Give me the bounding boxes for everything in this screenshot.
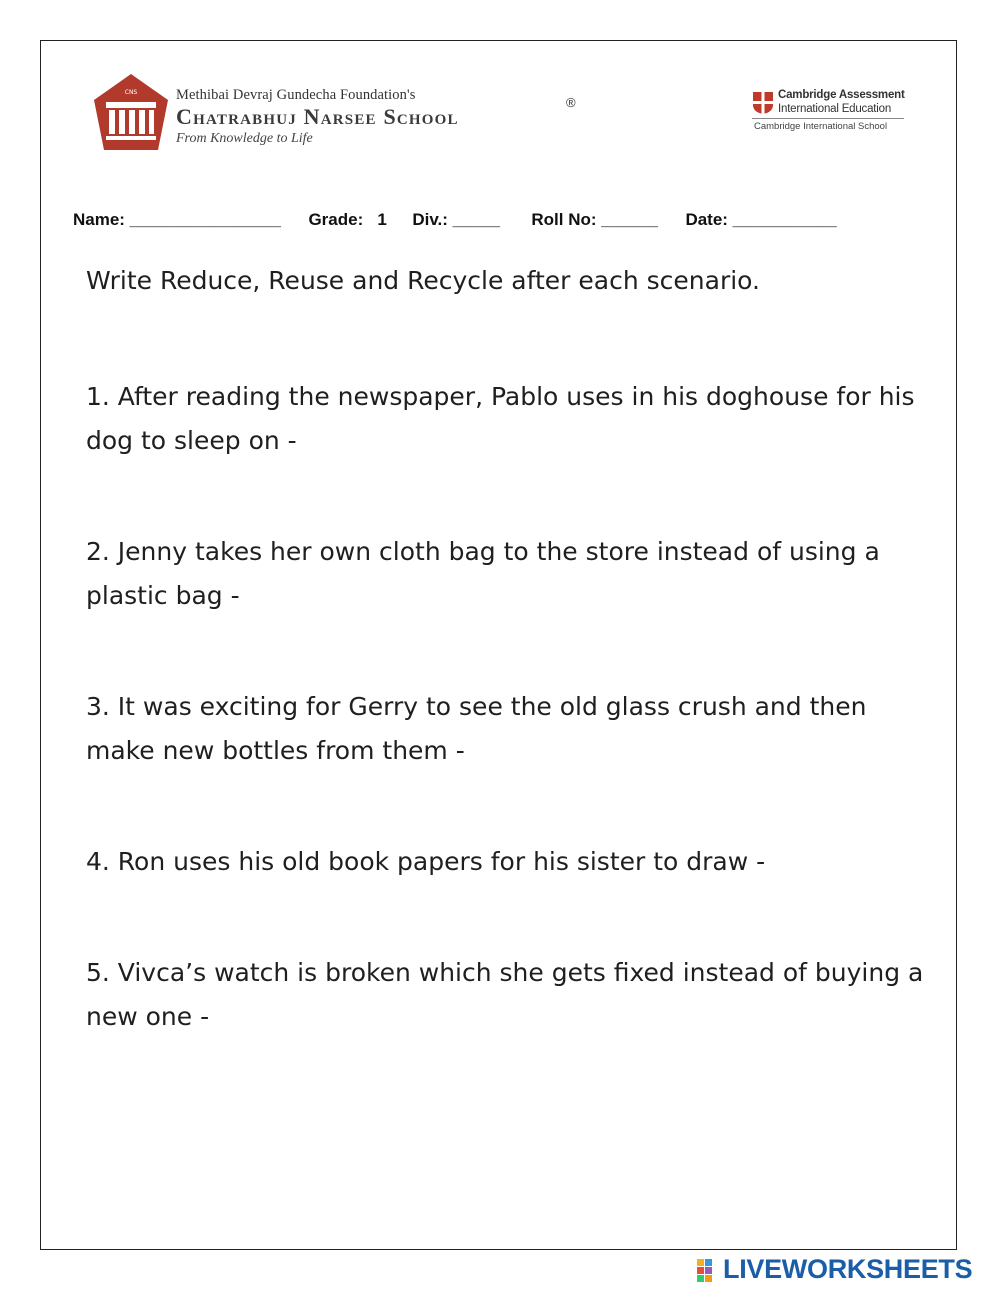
roll-number-field: Roll No: ______ — [531, 210, 658, 229]
school-tagline: From Knowledge to Life — [176, 131, 313, 146]
cambridge-divider — [752, 118, 904, 119]
instruction-text: Write Reduce, Reuse and Recycle after each scenario. — [86, 266, 760, 295]
question-3: 3. It was exciting for Gerry to see the old glass crush and then make new bottles from them - — [86, 692, 867, 765]
student-info-row — [73, 210, 837, 230]
registered-mark: ® — [566, 95, 576, 110]
question-5: 5. Vivca’s watch is broken which she gets fixed instead of buying a new one - — [86, 958, 924, 1031]
school-logo-icon — [92, 72, 170, 152]
date-field: Date: ___________ — [685, 210, 837, 229]
question-2: 2. Jenny takes her own cloth bag to the store instead of using a plastic bag - — [86, 537, 880, 610]
cambridge-line-1: Cambridge Assessment — [778, 89, 905, 101]
cambridge-crest-icon — [752, 91, 774, 115]
division-field: Div.: _____ — [412, 210, 500, 229]
school-name: Chatrabhuj Narsee School — [176, 104, 459, 129]
question-4: 4. Ron uses his old book papers for his sister to draw - — [86, 847, 766, 876]
question-1: 1. After reading the newspaper, Pablo uses in his doghouse for his dog to sleep on - — [86, 382, 915, 455]
name-field: Name: ________________ — [73, 210, 281, 229]
cambridge-line-2: International Education — [778, 103, 892, 115]
liveworksheets-logo-icon — [697, 1259, 723, 1283]
foundation-name: Methibai Devraj Gundecha Foundation's — [176, 87, 416, 103]
liveworksheets-wordmark: LIVEWORKSHEETS — [723, 1254, 973, 1284]
grade-field: Grade: 1 — [308, 210, 387, 229]
logo-caption: CNS — [124, 89, 138, 96]
cambridge-line-3: Cambridge International School — [754, 121, 888, 132]
school-header — [176, 86, 596, 148]
